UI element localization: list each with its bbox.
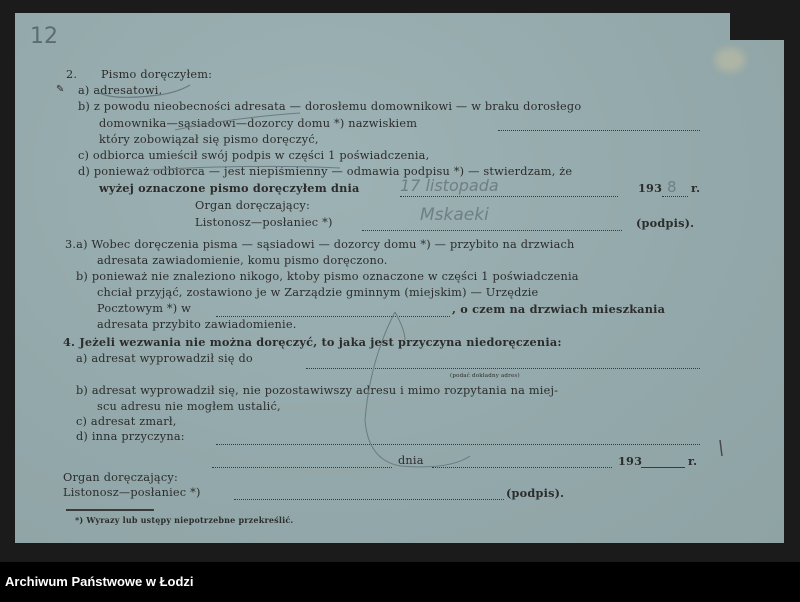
torn-corner [730,8,800,40]
signature-field-line [362,230,622,231]
section4-option-a: a) adresat wyprowadził się do [76,352,253,365]
section4-title: 4. Jeżeli wezwania nie można doręczyć, to jaka jest przyczyna niedoręczenia: [63,335,562,349]
page-edge [784,40,800,560]
paper-stain [715,48,745,72]
section2-option-b-line3: który zobowiązał się pismo doręczyć, [99,133,319,146]
footnote-separator [66,509,154,511]
handwritten-date: 17 listopada [400,176,499,195]
section3-option-b-line3-end: , o czem na drzwiach mieszkania [452,302,666,316]
year-suffix-2: r. [688,454,698,468]
podpis-label: (podpis). [636,216,695,230]
section4-option-b-line2: scu adresu nie mogłem ustalić, [97,400,281,413]
date-field-line-2 [432,467,612,468]
listonosz-label-2: Listonosz—posłaniec *) [63,486,201,499]
date-field-line [400,196,618,197]
section2-option-b-line2: domownika—sąsiadowi—dozorcy domu *) nazwiskiem [99,117,418,130]
name-field-line [498,130,700,131]
checkmark-icon: ✎ [56,84,65,95]
section3-option-a-line1: 3.a) Wobec doręczenia pisma — sąsiadowi — dozorcy domu *) — przybito na drzwiach [65,238,575,251]
handwritten-year-digit: 8 [667,178,677,196]
section3-option-b-line3-start: Pocztowym *) w [97,302,192,315]
archive-label: Archiwum Państwowe w Łodzi [5,574,194,589]
section3-option-b-line4: adresata przybito zawiadomienie. [97,318,297,331]
year-field-line [662,196,688,197]
handwritten-page-number: 12 [30,24,58,49]
section2-option-d-line1: d) ponieważ odbiorca — jest niepiśmienny — odmawia podpisu *) — stwierdzam, że [78,165,573,178]
section2-option-a: a) adresatowi, [78,84,163,97]
section4-option-c: c) adresat zmarł, [76,415,177,428]
section2-option-b-line1: b) z powodu nieobecności adresata — dorosłemu domownikowi — w braku dorosłego [78,100,582,113]
address-field-line [306,368,700,369]
section4-option-d: d) inna przyczyna: [76,430,185,443]
section2-number: 2. [66,68,78,81]
listonosz-label: Listonosz—posłaniec *) [195,216,333,229]
year-suffix: r. [691,181,701,195]
footnote: *) Wyrazy lub ustępy niepotrzebne przekreślić. [75,515,294,525]
section2-title: Pismo doręczyłem: [101,68,213,81]
year-prefix: 193 [638,181,663,195]
reason-field-line [216,444,700,445]
organ-label: Organ doręczający: [195,199,310,212]
handwritten-signature: Mskaeki [420,205,489,225]
address-hint: (podać dokładny adres) [450,373,520,379]
year-field-line-2 [641,467,685,468]
podpis-label-2: (podpis). [506,486,565,500]
year-prefix-2: 193 [618,454,643,468]
section4-option-b-line1: b) adresat wyprowadził się, nie pozostawiwszy adresu i mimo rozpytania na miej- [76,384,559,397]
section3-option-b-line1: b) ponieważ nie znaleziono nikogo, ktoby pismo oznaczone w części 1 poświadczenia [76,270,579,283]
dnia-label: dnia [398,454,424,467]
signature-field-line-2 [234,499,504,500]
section3-option-b-line2: chciał przyjąć, zostawiono je w Zarządzie gminnym (miejskim) — Urzędzie [97,286,539,299]
section3-option-a-line2: adresata zawiadomienie, komu pismo doręczono. [97,254,388,267]
section2-option-c: c) odbiorca umieścił swój podpis w części 1 poświadczenia, [78,149,430,162]
section2-option-d-line2: wyżej oznaczone pismo doręczyłem dnia [99,181,360,195]
archive-footer [0,562,800,602]
organ-label-2: Organ doręczający: [63,471,178,484]
location-field-line [216,316,450,317]
place-field-line [212,467,392,468]
